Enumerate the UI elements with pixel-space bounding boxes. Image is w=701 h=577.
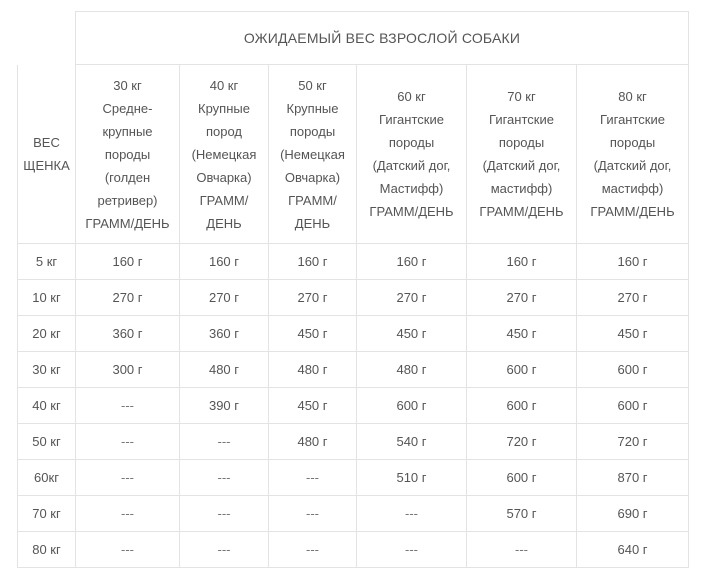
column-header-line: Крупные [286,100,339,116]
column-header-line: Гигантские [379,112,444,127]
column-header-line: Гигантские [489,112,554,127]
table-body [18,244,689,568]
grams-per-day-cell: 160 г [577,244,689,280]
column-header-line: Овчарка) [196,169,252,185]
grams-per-day-cell: 600 г [577,388,689,424]
grams-per-day-cell: --- [357,532,467,568]
puppy-weight-cell: 20 кг [18,316,76,352]
grams-per-day-cell: --- [76,460,180,496]
grams-per-day-cell: 270 г [269,280,357,316]
column-header-50kg [269,65,357,244]
puppy-weight-cell: 80 кг [18,532,76,568]
grams-per-day-cell: 600 г [467,352,577,388]
column-header-line: (Немецкая [191,146,257,162]
grams-per-day-cell: 300 г [76,352,180,388]
table-row [18,244,689,280]
grams-per-day-cell: 270 г [577,280,689,316]
grams-per-day-cell: 600 г [467,388,577,424]
column-header-line: Гигантские [600,112,665,127]
puppy-weight-cell: 5 кг [18,244,76,280]
column-header-line: пород [205,123,243,139]
table-row [18,532,689,568]
puppy-weight-cell: 50 кг [18,424,76,460]
column-header-line: 40 кг [209,77,239,93]
column-header-line: ДЕНЬ [294,215,331,231]
puppy-weight-cell: 40 кг [18,388,76,424]
table-row [18,388,689,424]
column-header-line: 50 кг [298,77,327,93]
grams-per-day-cell: --- [357,496,467,532]
grams-per-day-cell: 720 г [577,424,689,460]
grams-per-day-cell: --- [76,388,180,424]
grams-per-day-cell: 450 г [577,316,689,352]
column-header-line: Мастифф) [379,181,444,196]
column-header-line: мастифф) [601,181,664,196]
column-header-line: 30 кг [113,77,142,93]
column-header-line: крупные [102,123,153,139]
grams-per-day-cell: 720 г [467,424,577,460]
grams-per-day-cell: 600 г [577,352,689,388]
grams-per-day-cell: --- [269,460,357,496]
column-header-line: ДЕНЬ [206,215,242,231]
grams-per-day-cell: 270 г [180,280,269,316]
grams-per-day-cell: 600 г [357,388,467,424]
column-header-line: породы [388,135,435,150]
column-header-70kg [467,65,577,244]
grams-per-day-cell: 360 г [76,316,180,352]
column-header-line: породы [498,135,545,150]
column-header-line: 80 кг [618,89,647,104]
grams-per-day-cell: --- [180,532,269,568]
column-header-80kg [577,65,689,244]
column-header-40kg [180,65,269,244]
grams-per-day-cell: 450 г [269,316,357,352]
column-header-line: породы [104,146,151,162]
grams-per-day-cell: 480 г [269,352,357,388]
grams-per-day-cell: 510 г [357,460,467,496]
grams-per-day-cell: 570 г [467,496,577,532]
grams-per-day-cell: 160 г [180,244,269,280]
column-header-line: 70 кг [507,89,536,104]
grams-per-day-cell: 450 г [357,316,467,352]
grams-per-day-cell: 160 г [269,244,357,280]
empty-corner-cell [18,12,76,65]
table-row [18,496,689,532]
grams-per-day-cell: 270 г [76,280,180,316]
grams-per-day-cell: 160 г [76,244,180,280]
grams-per-day-cell: 540 г [357,424,467,460]
grams-per-day-cell: 600 г [467,460,577,496]
grams-per-day-cell: 480 г [180,352,269,388]
column-header-line: ГРАММ/ [288,192,337,208]
column-header-line: (Датский дог, [593,158,672,173]
grams-per-day-cell: 160 г [467,244,577,280]
grams-per-day-cell: 450 г [269,388,357,424]
grams-per-day-cell: --- [180,460,269,496]
grams-per-day-cell: 450 г [467,316,577,352]
puppy-weight-header-line: ВЕС [33,134,60,150]
column-header-line: породы [609,135,656,150]
column-header-line: Крупные [198,100,250,116]
column-header-line: ГРАММ/ДЕНЬ [85,215,170,231]
feeding-table [17,11,689,568]
grams-per-day-cell: --- [76,424,180,460]
grams-per-day-cell: --- [269,496,357,532]
table-row [18,280,689,316]
column-header-line: мастифф) [490,181,553,196]
column-header-line: ГРАММ/ [199,192,249,208]
puppy-weight-cell: 60кг [18,460,76,496]
table-row [18,460,689,496]
puppy-weight-header-line: ЩЕНКА [23,157,70,173]
column-header-line: ретривер) [97,192,158,208]
grams-per-day-cell: 640 г [577,532,689,568]
grams-per-day-cell: --- [180,424,269,460]
column-header-line: (Немецкая [280,146,345,162]
puppy-weight-cell: 10 кг [18,280,76,316]
grams-per-day-cell: 270 г [357,280,467,316]
table-row [18,316,689,352]
grams-per-day-cell: 690 г [577,496,689,532]
puppy-weight-cell: 70 кг [18,496,76,532]
grams-per-day-cell: 360 г [180,316,269,352]
column-header-line: Овчарка) [284,169,341,185]
grams-per-day-cell: 870 г [577,460,689,496]
grams-per-day-cell: 160 г [357,244,467,280]
column-header-line: (голден [104,169,151,185]
column-header-30kg [76,65,180,244]
puppy-weight-header [18,65,76,244]
column-header-60kg [357,65,467,244]
puppy-weight-cell: 30 кг [18,352,76,388]
grams-per-day-cell: 480 г [357,352,467,388]
grams-per-day-cell: --- [467,532,577,568]
grams-per-day-cell: --- [180,496,269,532]
column-header-line: (Датский дог, [372,158,451,173]
table-row [18,424,689,460]
grams-per-day-cell: --- [76,532,180,568]
column-header-line: породы [289,123,336,139]
column-header-line: ГРАММ/ДЕНЬ [479,204,564,219]
grams-per-day-cell: 390 г [180,388,269,424]
adult-weight-header: ОЖИДАЕМЫЙ ВЕС ВЗРОСЛОЙ СОБАКИ [76,12,689,65]
grams-per-day-cell: --- [269,532,357,568]
column-header-line: Средне- [102,100,153,116]
grams-per-day-cell: 270 г [467,280,577,316]
grams-per-day-cell: 480 г [269,424,357,460]
column-header-line: (Датский дог, [482,158,561,173]
column-header-line: ГРАММ/ДЕНЬ [590,204,675,219]
column-header-line: 60 кг [397,89,426,104]
grams-per-day-cell: --- [76,496,180,532]
table-row [18,352,689,388]
column-header-line: ГРАММ/ДЕНЬ [369,204,454,219]
